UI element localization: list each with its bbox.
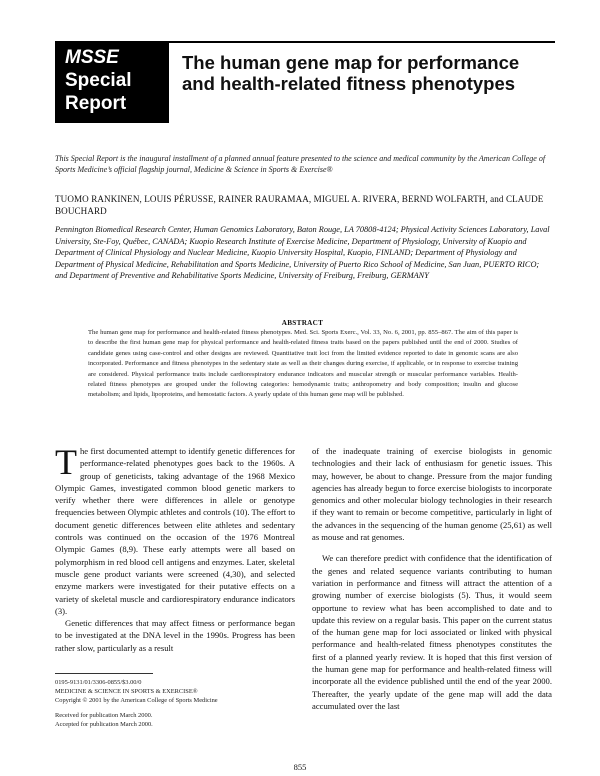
body-paragraph: We can therefore predict with confidence that the identification of the genes and related sequence variants contributing to human variation in performance and fitness will attract the attention of a growing number of exercise biologists (5). Thus, it would seem opportune to review what has been accomplished to date and to update this review on a regular basis. This paper on the current status of the human gene map for loci associated or linked with physical performance and health-related fitness phenotypes constitutes the first of a planned yearly review. It is hoped that this first version of the human gene map for performance and health-related fitness will incorporate all the evidence published until the end of the year 2000. Thereafter, the yearly update of the gene map will add the data accumulated over the last <box>312 553 552 711</box>
paragraph-gap <box>312 543 552 552</box>
badge-line-report: Report <box>65 93 127 114</box>
body-column-left <box>55 442 295 654</box>
received-line: Received for publication March 2000. <box>55 712 153 719</box>
body-paragraph: Genetic differences that may affect fitness or performance began to be investigated at the DNA level in the 1990s. Progress has been rather slow, particularly as a result <box>55 618 295 653</box>
article-title: The human gene map for performance and health-related fitness phenotypes <box>182 52 520 94</box>
badge-line-msse: MSSE <box>65 47 119 68</box>
body-column-right <box>312 445 552 712</box>
footnote-block <box>55 678 295 729</box>
accepted-line: Accepted for publication March 2000. <box>55 721 153 728</box>
title-rule <box>169 41 555 43</box>
footnote-rule <box>55 673 153 674</box>
drop-cap: T <box>55 442 77 482</box>
author-list: TUOMO RANKINEN, LOUIS PÉRUSSE, RAINER RAURAMAA, MIGUEL A. RIVERA, BERND WOLFARTH, and CLAUDE BOUCHARD <box>55 194 544 216</box>
msse-special-report-badge <box>55 41 169 123</box>
badge-line-special: Special <box>65 70 132 91</box>
body-paragraph: of the inadequate training of exercise biologists in genomic technologies and their lack of enthusiasm for genetic issues. This may, however, be about to change. Pressure from the major funding agencies has already begun to force exercise biologists to incorporate genomics and other molecular biology technologies in their research if they want to remain or become competitive, particularly in light of the advances in the sequencing of the human genome (25,61) as well as mouse and rat genomes. <box>312 446 552 543</box>
special-report-intro: This Special Report is the inaugural installment of a planned annual feature presented to the science and medical community by the American College of Sports Medicine’s official flagship journal, Medicine & Science in Sports & Exercise® <box>55 154 546 174</box>
body-paragraph <box>55 442 295 617</box>
abstract-text: The human gene map for performance and health-related fitness phenotypes. Med. Sci. Sports Exerc., Vol. 33, No. 6, 2001, pp. 855–867. The aim of this paper is to describe the first human gene map for physical performance and health-related fitness traits based on the papers published until the end of 2000. Studies of candidate genes using case-control and other designs are reviewed. Quantitative trait loci from the limited evidence reported to date in genomic scans are also incorporated. Performance and fitness phenotypes in the sedentary state as well as their changes during exercise, if applicable, or in response to exercise training are considered. Physical performance traits include cardiorespiratory endurance indicators and muscular strength or muscular performance variables. Health-related fitness phenotypes are grouped under the following categories: hemodynamic traits; anthropometry and body composition; insulin and glucose metabolism; and lipids, lipoproteins, and hemostatic factors. A yearly update of this human gene map will be published. <box>88 329 518 399</box>
page-number: 855 <box>293 762 307 772</box>
issn-line: 0195-9131/01/3306-0855/$3.00/0 <box>55 679 142 686</box>
journal-line: MEDICINE & SCIENCE IN SPORTS & EXERCISE® <box>55 688 198 695</box>
body-text: he first documented attempt to identify genetic differences for performance-related phenotypes goes back to the 1960s. A group of geneticists, taking advantage of the 1968 Mexico Olympic Games, investigated common blood genetic markers to verify whether there were differences in allele or genotype frequencies between Olympic athletes and controls (10). The effort to document genetic differences between elite athletes and sedentary controls was continued on the occasion of the 1976 Montreal Olympic Games (8,9). These early attempts were all based on polymorphism in red blood cell antigens and enzymes. Later, skeletal muscle gene product variants were screened (4,30), and selected enzyme markers were investigated for their putative effects on a variety of skeletal muscle and cardiorespiratory endurance indicators (3). <box>55 446 295 616</box>
abstract-heading: ABSTRACT <box>281 319 324 327</box>
copyright-line: Copyright © 2001 by the American College of Sports Medicine <box>55 697 218 704</box>
author-affiliations: Pennington Biomedical Research Center, Human Genomics Laboratory, Baton Rouge, LA 70808-4124; Physical Activity Sciences Laboratory, Laval University, Ste-Foy, Québec, CANADA; Kuopio Research Institute of Exercise Medicine, Department of Physiology, University of Kuopio and Department of Clinical Physiology and Nuclear Medicine, Kuopio University Hospital, Kuopio, FINLAND; Department of Physiology and Department of Physical Medicine, Rehabilitation and Sports Medicine, University of Puerto Rico School of Medicine, San Juan, PUERTO RICO; and Department of Preventive and Rehabilitative Sports Medicine, University of Freiburg, Freiburg, GERMANY <box>55 225 550 281</box>
